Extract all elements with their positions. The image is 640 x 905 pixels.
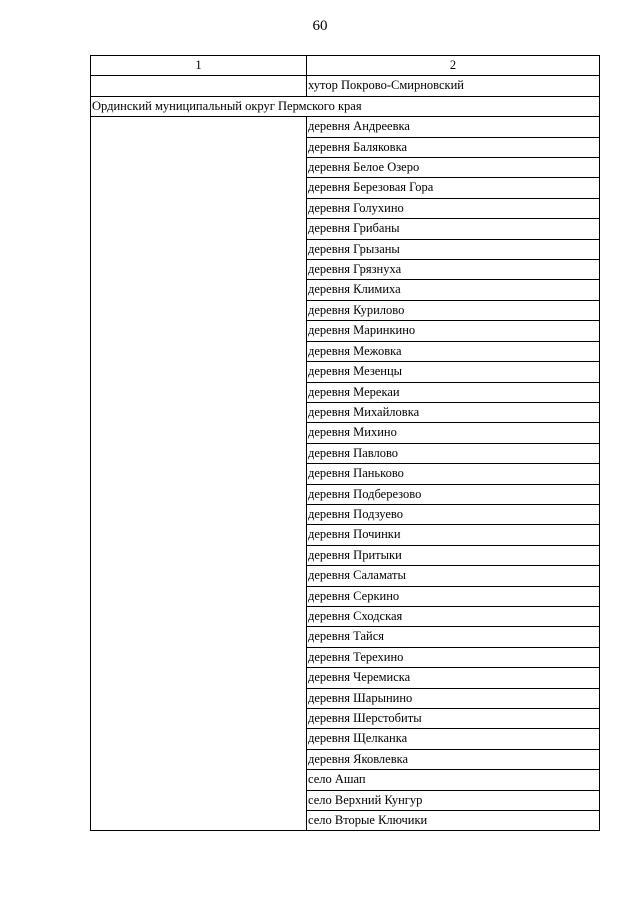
settlement-name: деревня Яковлевка — [307, 749, 600, 769]
header-row — [91, 56, 600, 76]
column-header-1: 1 — [91, 56, 307, 76]
settlement-name: деревня Грызаны — [307, 239, 600, 259]
settlement-name: деревня Саламаты — [307, 566, 600, 586]
settlement-name: деревня Черемиска — [307, 668, 600, 688]
cell-col1 — [91, 76, 307, 96]
settlement-name: село Вторые Ключики — [307, 811, 600, 831]
settlement-name: деревня Михино — [307, 423, 600, 443]
settlement-name: деревня Межовка — [307, 341, 600, 361]
settlement-name: деревня Терехино — [307, 647, 600, 667]
settlement-name: село Верхний Кунгур — [307, 790, 600, 810]
region-name: Ординский муниципальный округ Пермского края — [91, 96, 600, 116]
settlement-name: деревня Сходская — [307, 606, 600, 626]
settlement-name: деревня Грязнуха — [307, 260, 600, 280]
settlement-name: деревня Мерекаи — [307, 382, 600, 402]
settlement-name: деревня Серкино — [307, 586, 600, 606]
settlement-name: деревня Голухино — [307, 198, 600, 218]
settlement-name: деревня Щелканка — [307, 729, 600, 749]
settlement-name: деревня Березовая Гора — [307, 178, 600, 198]
settlement-name: деревня Белое Озеро — [307, 158, 600, 178]
settlement-name: деревня Мезенцы — [307, 362, 600, 382]
column-header-2: 2 — [307, 56, 600, 76]
page-number: 60 — [312, 18, 328, 34]
settlement-name: деревня Починки — [307, 525, 600, 545]
region-row — [91, 96, 600, 116]
settlement-name: деревня Грибаны — [307, 219, 600, 239]
cell-col2: хутор Покрово-Смирновский — [307, 76, 600, 96]
settlement-name: деревня Климиха — [307, 280, 600, 300]
settlements-table — [90, 55, 600, 831]
settlement-name: деревня Маринкино — [307, 321, 600, 341]
table-body — [91, 56, 600, 831]
settlement-name: деревня Притыки — [307, 545, 600, 565]
settlement-name: деревня Шерстобиты — [307, 709, 600, 729]
settlement-name: село Ашап — [307, 770, 600, 790]
settlement-name: деревня Баляковка — [307, 137, 600, 157]
settlement-name: деревня Подберезово — [307, 484, 600, 504]
settlement-name: деревня Михайловка — [307, 402, 600, 422]
settlement-name: деревня Тайся — [307, 627, 600, 647]
blank-cell — [91, 117, 307, 831]
settlement-name: деревня Шарынино — [307, 688, 600, 708]
settlement-name: деревня Паньково — [307, 464, 600, 484]
settlement-name: деревня Подзуево — [307, 504, 600, 524]
table-row — [91, 117, 600, 137]
settlement-name: деревня Павлово — [307, 443, 600, 463]
settlement-name: деревня Курилово — [307, 300, 600, 320]
settlement-name: деревня Андреевка — [307, 117, 600, 137]
table-row — [91, 76, 600, 96]
